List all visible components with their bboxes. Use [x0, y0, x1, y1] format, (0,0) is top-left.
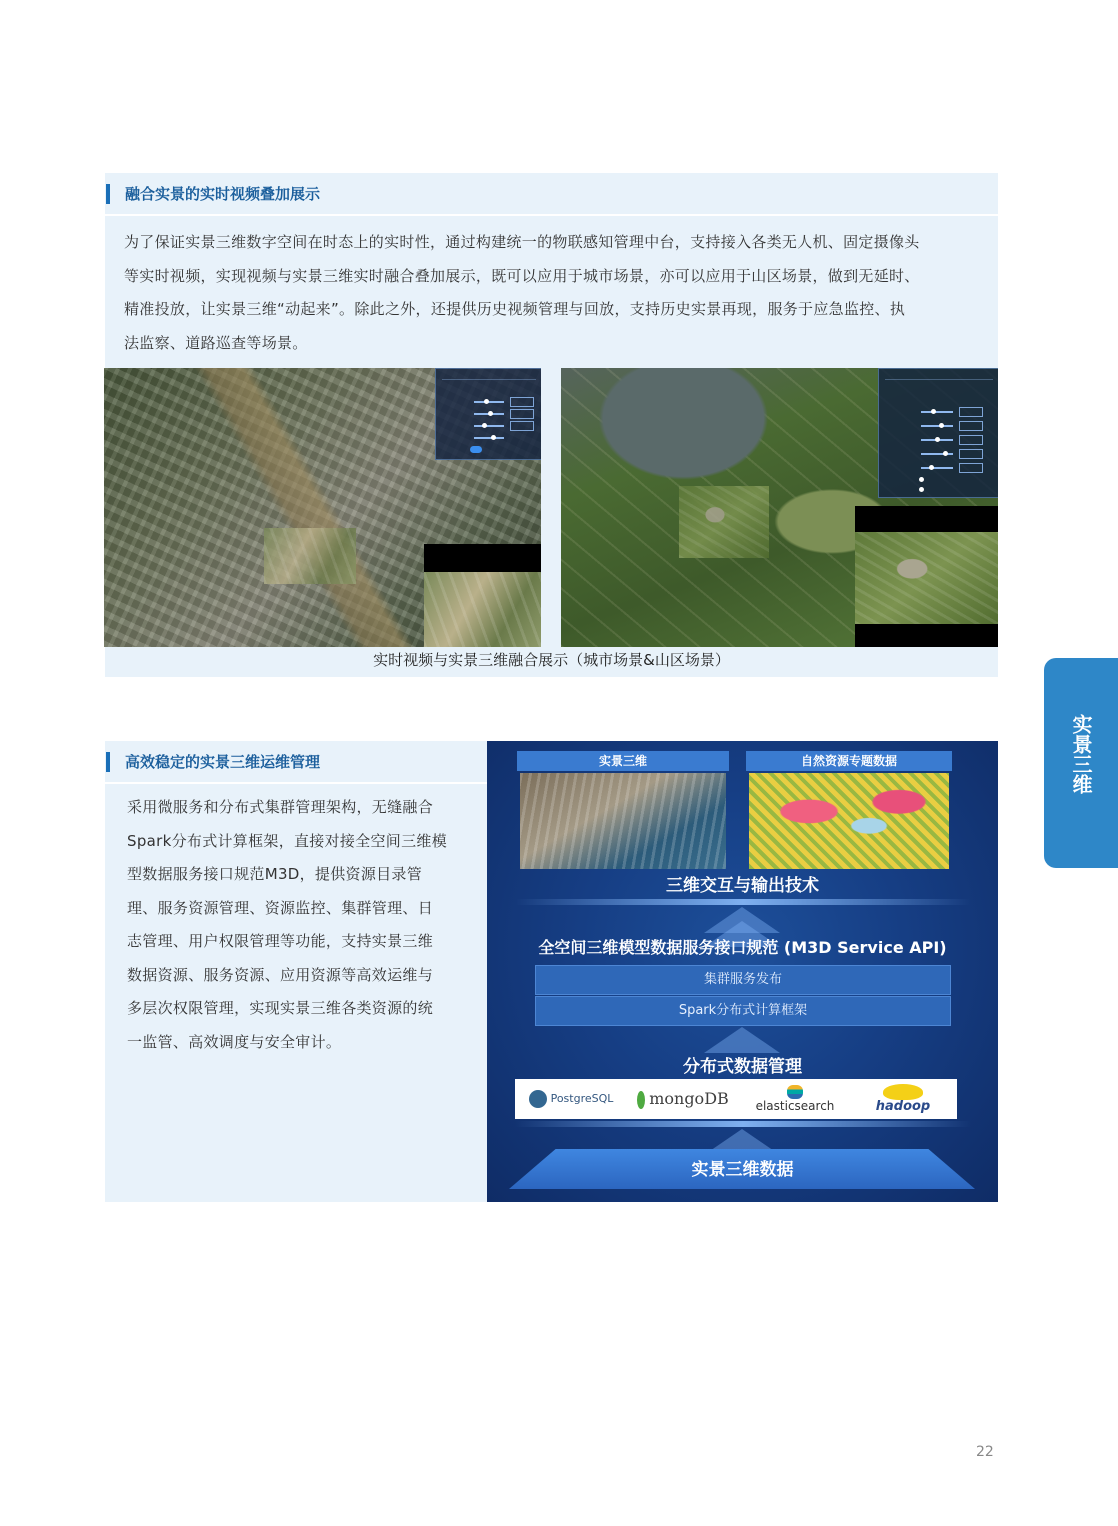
- section-title-ops: 高效稳定的实景三维运维管理: [105, 741, 487, 783]
- text-line: 理、服务资源管理、资源监控、集群管理、日: [127, 898, 434, 917]
- layer-distributed-data: 分布式数据管理: [683, 1057, 802, 1077]
- chapter-side-tab: [1044, 658, 1118, 868]
- cluster-service-band: 集群服务发布: [535, 965, 951, 995]
- database-logo-strip: [515, 1079, 957, 1119]
- natural-resource-label: 自然资源专题数据: [746, 751, 952, 771]
- text-line: 志管理、用户权限管理等功能，支持实景三维: [127, 932, 434, 950]
- video-overlay-frame: [855, 532, 998, 624]
- video-overlay-patch: [264, 528, 356, 584]
- drone-control-panel: [878, 368, 998, 498]
- elasticsearch-logo: elasticsearch: [743, 1083, 847, 1115]
- layer-m3d-api: 全空间三维模型数据服务接口规范 (M3D Service API): [538, 938, 947, 957]
- chapter-side-tab-label: 实景三维: [1069, 714, 1093, 794]
- hadoop-logo: hadoop: [851, 1083, 955, 1115]
- leaf-icon: [637, 1091, 645, 1109]
- elephant-icon: [529, 1090, 547, 1108]
- text-line: 多层次权限管理，实现实景三维各类资源的统: [127, 999, 434, 1017]
- video-black-bar: [855, 506, 998, 532]
- up-arrow-icon: [704, 1027, 780, 1053]
- section-ops-text: [127, 791, 477, 1059]
- text-line: 精准投放，让实景三维“动起来”。除此之外，还提供历史视频管理与回放，支持历史实景再现，服务于应急监控、执: [124, 300, 906, 318]
- mountain-scene-image: [561, 368, 998, 647]
- drone-control-panel: [435, 368, 541, 460]
- natural-resource-thumbnail: [749, 773, 949, 869]
- mongodb-logo: mongoDB: [631, 1083, 735, 1115]
- realscene-3d-label: 实景三维: [517, 751, 729, 771]
- architecture-diagram: [487, 741, 998, 1202]
- city-scene-image: [104, 368, 541, 647]
- text-line: 数据资源、服务资源、应用资源等高效运维与: [127, 965, 434, 984]
- realscene-3d-thumbnail: [520, 773, 726, 869]
- text-line: 型数据服务接口规范M3D，提供资源目录管: [127, 865, 423, 883]
- elephant-icon: [883, 1084, 923, 1100]
- page-number: 22: [976, 1444, 994, 1460]
- video-overlay-patch: [679, 486, 769, 558]
- video-black-bar: [424, 544, 541, 572]
- text-line: 采用微服务和分布式集群管理架构，无缝融合: [127, 798, 434, 816]
- text-line: Spark分布式计算框架，直接对接全空间三维模: [127, 831, 447, 850]
- figure-caption: 实时视频与实景三维融合展示（城市场景&山区场景）: [373, 651, 730, 669]
- text-line: 为了保证实景三维数字空间在时态上的实时性，通过构建统一的物联感知管理中台，支持接入各类无人机、固定摄像头: [124, 233, 920, 251]
- video-overlay-frame: [424, 572, 541, 647]
- elastic-icon: [787, 1085, 803, 1099]
- title-divider: [105, 214, 998, 216]
- layer-interaction-output: 三维交互与输出技术: [666, 876, 819, 896]
- title-divider: [105, 782, 487, 784]
- spark-framework-band: Spark分布式计算框架: [535, 996, 951, 1026]
- postgresql-logo: PostgreSQL: [519, 1083, 623, 1115]
- section-title-video-fusion: 融合实景的实时视频叠加展示: [105, 173, 998, 215]
- layer-realscene-data: 实景三维数据: [691, 1160, 794, 1180]
- text-line: 法监察、道路巡查等场景。: [124, 333, 308, 352]
- text-line: 一监管、高效调度与安全审计。: [127, 1032, 342, 1051]
- video-black-bar: [855, 624, 998, 647]
- text-line: 等实时视频，实现视频与实景三维实时融合叠加展示，既可以应用于城市场景，亦可以应用于山区场景，做到无延时、: [124, 266, 920, 285]
- section-video-fusion-text: [124, 226, 986, 360]
